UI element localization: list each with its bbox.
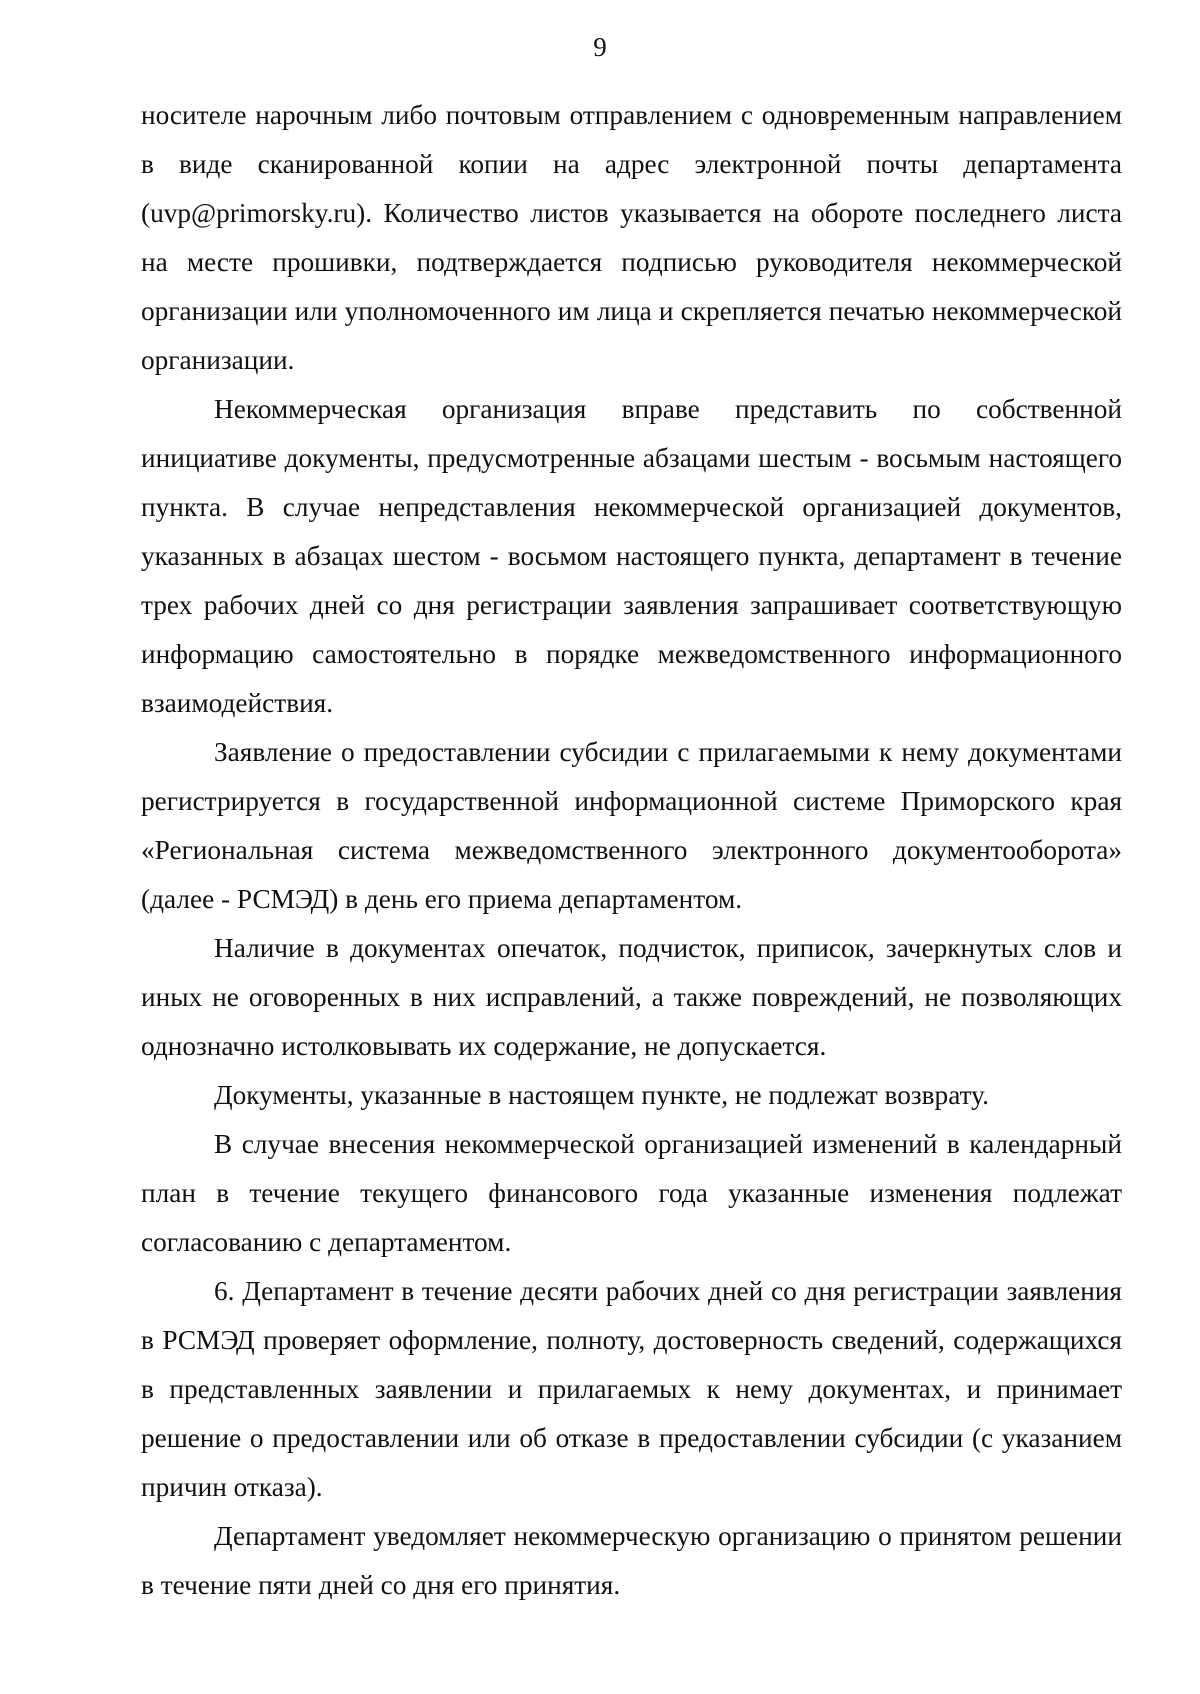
paragraph-own-initiative-documents: Некоммерческая организация вправе представить по собственной инициативе документы, предусмотренные абзацами шестым - восьмым настоящего пункта. В случае непредставления некоммерческой организацией документов, указанных в абзацах шестом - восьмом настоящего пункта, департамент в течение трех рабочих дней со дня регистрации заявления запрашивает соответствующую информацию самостоятельно в порядке межведомственного информационного взаимодействия. [141,394,1122,718]
paragraph-registration-rsmed: Заявление о предоставлении субсидии с прилагаемыми к нему документами регистрируется в государственной информационной системе Приморского края «Региональная система межведомственного электронного документооборота» (далее - РСМЭД) в день его приема департаментом. [141,737,1122,914]
paragraph-no-return: Документы, указанные в настоящем пункте, не подлежат возврату. [214,1080,989,1110]
paragraph-corrections-not-allowed: Наличие в документах опечаток, подчисток, приписок, зачеркнутых слов и иных не оговоренных в них исправлений, а также повреждений, не позволяющих однозначно истолковывать их содержание, не допускается. [141,933,1122,1061]
page-number: 9 [593,32,607,62]
paragraph-item-6-review: 6. Департамент в течение десяти рабочих дней со дня регистрации заявления в РСМЭД проверяет оформление, полноту, достоверность сведений, содержащихся в представленных заявлении и прилагаемых к нему документах, и принимает решение о предоставлении или об отказе в предоставлении субсидии (с указанием причин отказа). [141,1276,1122,1502]
document-body [141,91,1122,1610]
paragraph-continuation: носителе нарочным либо почтовым отправлением с одновременным направлением в виде сканированной копии на адрес электронной почты департамента (uvp@primorsky.ru). Количество листов указывается на обороте последнего листа на месте прошивки, подтверждается подписью руководителя некоммерческой организации или уполномоченного им лица и скрепляется печатью некоммерческой организации. [141,100,1122,375]
paragraph-calendar-plan-changes: В случае внесения некоммерческой организацией изменений в календарный план в течение текущего финансового года указанные изменения подлежат согласованию с департаментом. [141,1129,1122,1257]
paragraph-notification: Департамент уведомляет некоммерческую организацию о принятом решении в течение пяти дней со дня его принятия. [141,1521,1122,1600]
